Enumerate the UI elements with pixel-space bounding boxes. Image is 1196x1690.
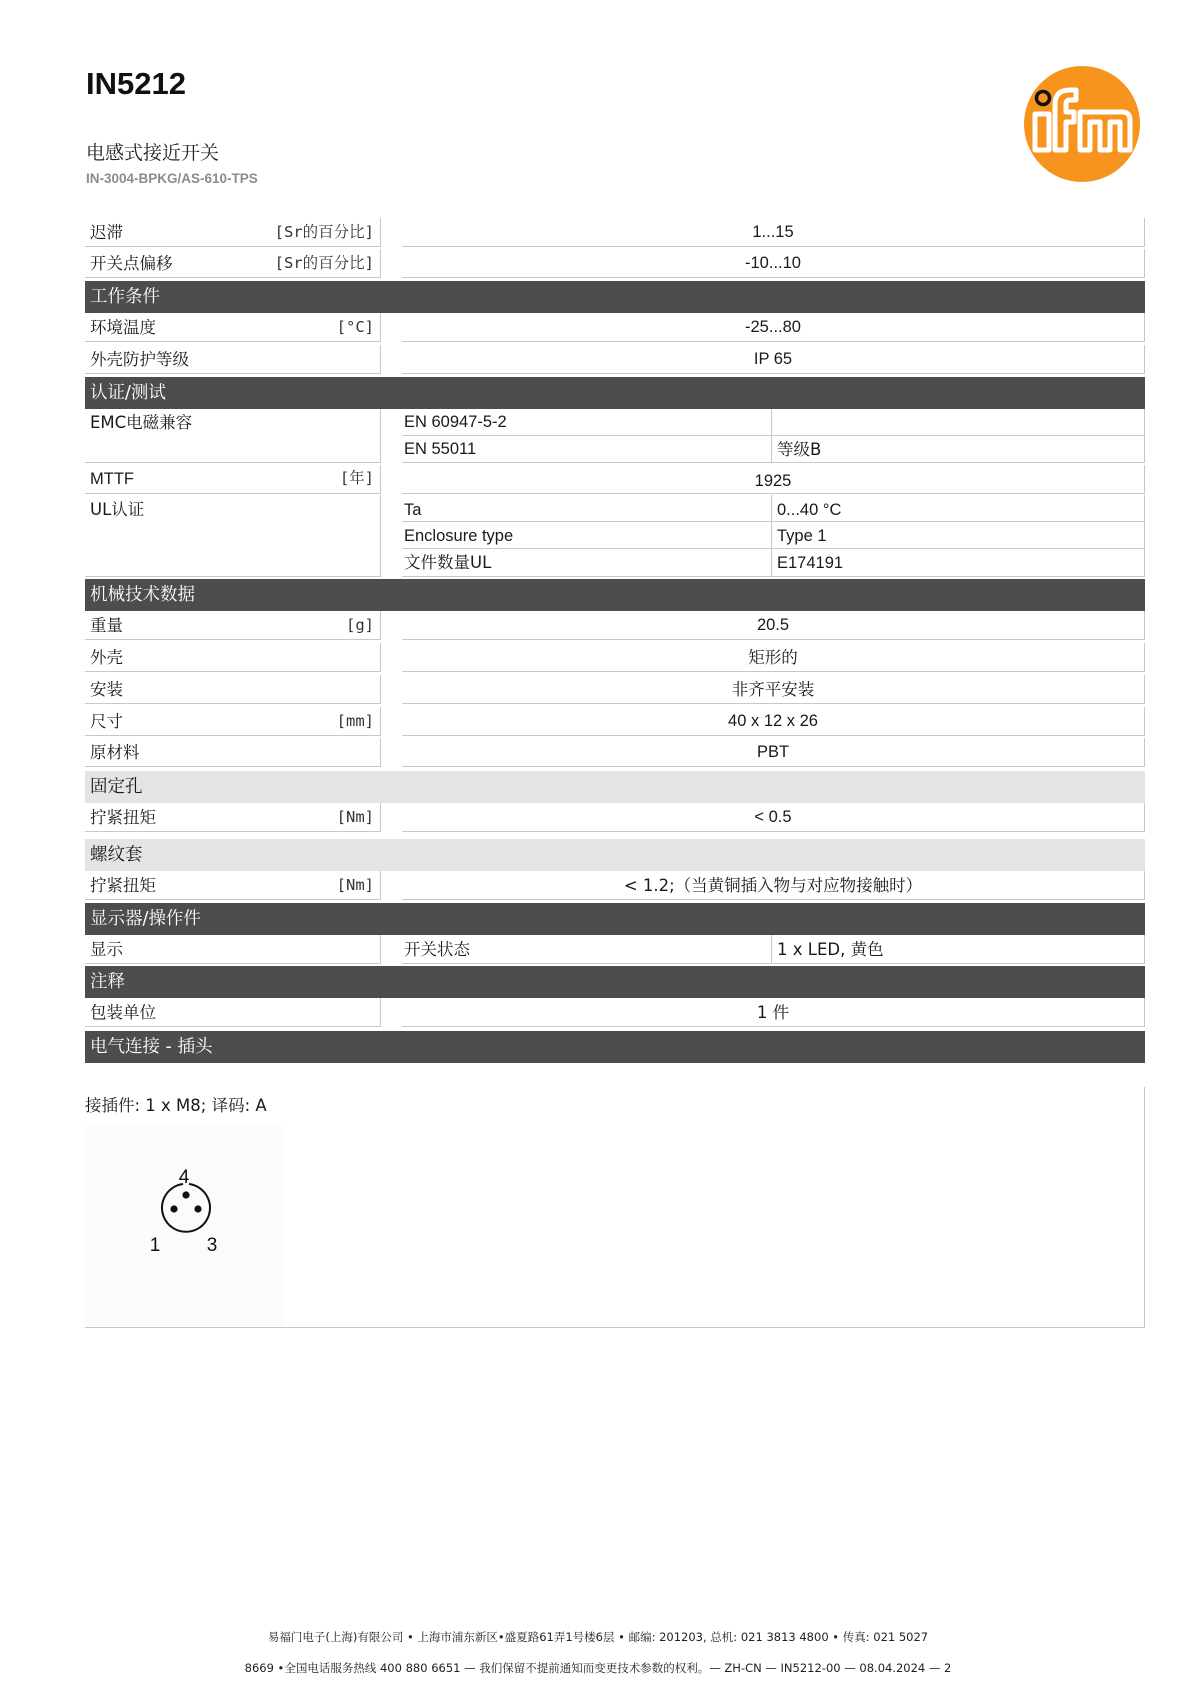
row-value: 1...15 (402, 218, 1145, 247)
section-header: 认证/测试 (85, 377, 1145, 409)
row-value: 非齐平安装 (402, 675, 1145, 704)
product-code: IN-3004-BPKG/AS-610-TPS (86, 171, 258, 186)
row-label: 外壳防护等级 (90, 350, 189, 369)
spec-table (85, 218, 1145, 1063)
row-value: PBT (402, 738, 1145, 767)
row-value: 1 件 (402, 998, 1145, 1027)
section-header: 机械技术数据 (85, 579, 1145, 611)
row-label: 尺寸 (90, 712, 123, 731)
ul-param: Ta (402, 495, 772, 522)
product-subtitle: 电感式接近开关 (86, 142, 220, 164)
ul-param: Enclosure type (402, 522, 772, 549)
emc-class: 等级B (772, 436, 1145, 463)
row-label: 环境温度 (90, 318, 156, 337)
m8-pinout-icon (85, 1125, 283, 1325)
row-label: 拧紧扭矩 (90, 808, 156, 827)
row-label: 拧紧扭矩 (90, 876, 156, 895)
row-unit: [Nm] (336, 808, 374, 826)
display-param: 开关状态 (402, 935, 772, 964)
row-label: 外壳 (90, 648, 123, 667)
spec-row-mttf (85, 465, 1145, 495)
row-label: 原材料 (90, 743, 140, 762)
pin-label: 1 (149, 1235, 161, 1256)
row-label: MTTF (90, 470, 134, 488)
spec-row-emc (85, 409, 1145, 465)
pin-label: 4 (178, 1167, 190, 1188)
ul-param: 文件数量UL (402, 549, 772, 577)
spec-row-ul (85, 495, 1145, 579)
section-header: 工作条件 (85, 281, 1145, 313)
spec-row-switch-offset (85, 249, 1145, 281)
spec-row-fixing-torque (85, 803, 1145, 839)
emc-standard: EN 55011 (402, 436, 772, 463)
spec-row-display (85, 935, 1145, 966)
row-value: 1925 (402, 465, 1145, 494)
electrical-connection (85, 1087, 1145, 1328)
row-value: IP 65 (402, 345, 1145, 374)
spec-row-housing (85, 643, 1145, 675)
spec-row-material (85, 738, 1145, 771)
product-title: IN5212 (86, 66, 186, 101)
row-unit: [mm] (336, 712, 374, 730)
section-header: 注释 (85, 966, 1145, 998)
connector-pinout-diagram (85, 1125, 283, 1325)
row-unit: [年] (339, 469, 374, 487)
ul-value: E174191 (772, 549, 1145, 577)
row-value: -10...10 (402, 249, 1145, 278)
row-value: 20.5 (402, 611, 1145, 640)
emc-class (772, 409, 1145, 436)
row-unit: [Nm] (336, 876, 374, 894)
footer-address: 易福门电子(上海)有限公司 • 上海市浦东新区•盛夏路61弄1号楼6层 • 邮编: 201203, 总机: 021 3813 4800 • 传真: 021 5027 (267, 1630, 929, 1644)
row-unit: [Sr的百分比] (274, 223, 374, 241)
row-value: < 1.2;（当黄铜插入物与对应物接触时） (402, 871, 1145, 900)
footer-legal: 8669 •全国电话服务热线 400 880 6651 — 我们保留不提前通知而变更技术参数的权利。— ZH-CN — IN5212-00 — 08.04.2024 — 2 (244, 1661, 952, 1675)
subsection-header: 螺纹套 (85, 839, 1145, 871)
row-value: 40 x 12 x 26 (402, 707, 1145, 736)
section-header: 电气连接 - 插头 (85, 1031, 1145, 1063)
spec-row-dimensions (85, 707, 1145, 738)
spec-row-ambient-temp (85, 313, 1145, 345)
row-label: EMC电磁兼容 (90, 413, 193, 432)
spec-row-insert-torque (85, 871, 1145, 903)
ul-value: Type 1 (772, 522, 1145, 549)
row-unit: [°C] (336, 318, 374, 336)
spec-row-packing (85, 998, 1145, 1031)
row-label: 开关点偏移 (90, 254, 173, 273)
row-value: < 0.5 (402, 803, 1145, 832)
row-value: -25...80 (402, 313, 1145, 342)
ul-value: 0...40 °C (772, 495, 1145, 522)
connector-description: 接插件: 1 x M8; 译码: A (85, 1096, 267, 1115)
spec-row-mounting (85, 675, 1145, 707)
subsection-header: 固定孔 (85, 771, 1145, 803)
row-label: UL认证 (90, 500, 145, 519)
pin-label: 3 (206, 1235, 218, 1256)
display-value: 1 x LED, 黄色 (772, 935, 1145, 964)
row-unit: [g] (346, 616, 374, 634)
spec-row-hysteresis (85, 218, 1145, 249)
row-unit: [Sr的百分比] (274, 254, 374, 272)
ifm-logo (1022, 64, 1142, 184)
row-label: 包装单位 (90, 1003, 156, 1022)
row-value: 矩形的 (402, 643, 1145, 672)
row-label: 迟滞 (90, 223, 123, 242)
spec-row-weight (85, 611, 1145, 643)
row-label: 显示 (90, 940, 123, 959)
emc-standard: EN 60947-5-2 (402, 409, 772, 436)
spec-row-protection (85, 345, 1145, 377)
row-label: 重量 (90, 616, 123, 635)
row-label: 安装 (90, 680, 123, 699)
section-header: 显示器/操作件 (85, 903, 1145, 935)
